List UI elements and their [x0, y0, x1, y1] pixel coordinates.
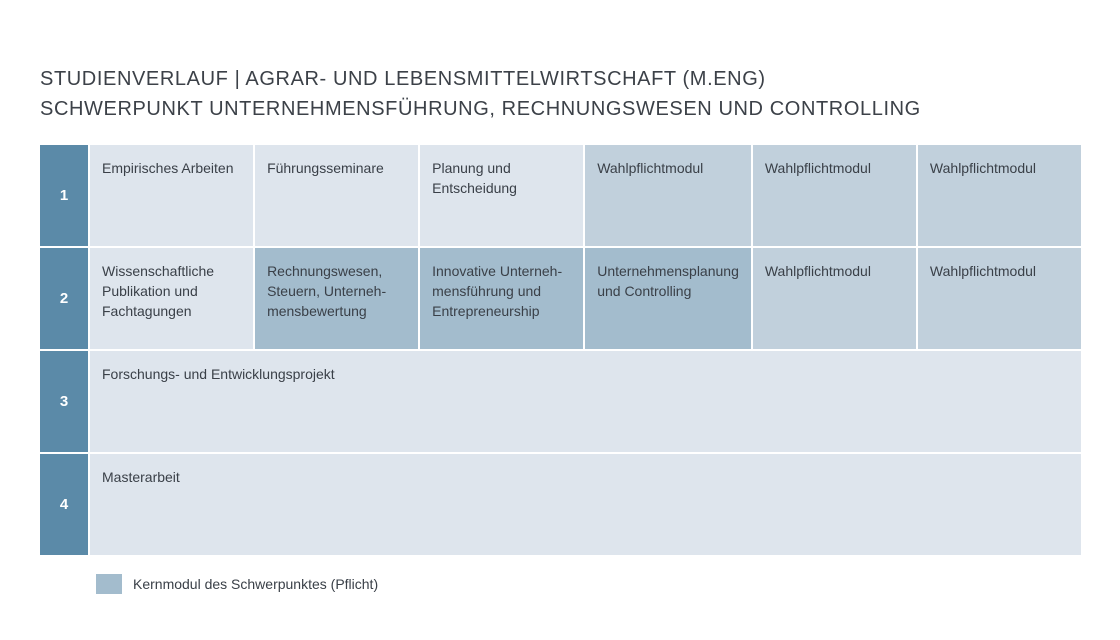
semester-3-label: 3: [40, 351, 88, 452]
title-line-1: STUDIENVERLAUF | AGRAR- UND LEBENSMITTELWIRTSCHAFT (M.ENG): [40, 68, 766, 90]
module-unternehmensplanung-controlling: Unternehmensplanung und Controlling: [585, 248, 751, 349]
curriculum-grid: [40, 145, 1081, 555]
semester-2-label: 2: [40, 248, 88, 349]
module-rechnungswesen: Rechnungswesen, Steuern, Unternehmensbewertung: [255, 248, 418, 349]
module-masterarbeit: Masterarbeit: [90, 454, 1081, 555]
module-innovative-unternehmensfuehrung: Innovative Unternehmensführung und Entrepreneurship: [420, 248, 583, 349]
module-fuehrungsseminare: Führungsseminare: [255, 145, 418, 246]
module-wahlpflicht-2b: Wahlpflichtmodul: [918, 248, 1081, 349]
legend: [96, 574, 378, 594]
legend-swatch: [96, 574, 122, 594]
legend-label: Kernmodul des Schwerpunktes (Pflicht): [133, 576, 379, 592]
page-title: [40, 64, 921, 124]
module-forschungsprojekt: Forschungs- und Entwicklungsprojekt: [90, 351, 1081, 452]
semester-1-label: 1: [40, 145, 88, 246]
semester-4-label: 4: [40, 454, 88, 555]
module-wahlpflicht-1a: Wahlpflichtmodul: [585, 145, 751, 246]
module-wahlpflicht-2a: Wahlpflichtmodul: [753, 248, 916, 349]
module-wissenschaftliche-publikation: Wissenschaftliche Publikation und Fachtagungen: [90, 248, 253, 349]
module-wahlpflicht-1c: Wahlpflichtmodul: [918, 145, 1081, 246]
title-line-2: SCHWERPUNKT UNTERNEHMENSFÜHRUNG, RECHNUNGSWESEN UND CONTROLLING: [40, 98, 921, 120]
module-planung-und-entscheidung: Planung und Entscheidung: [420, 145, 583, 246]
module-empirisches-arbeiten: Empirisches Arbeiten: [90, 145, 253, 246]
module-wahlpflicht-1b: Wahlpflichtmodul: [753, 145, 916, 246]
